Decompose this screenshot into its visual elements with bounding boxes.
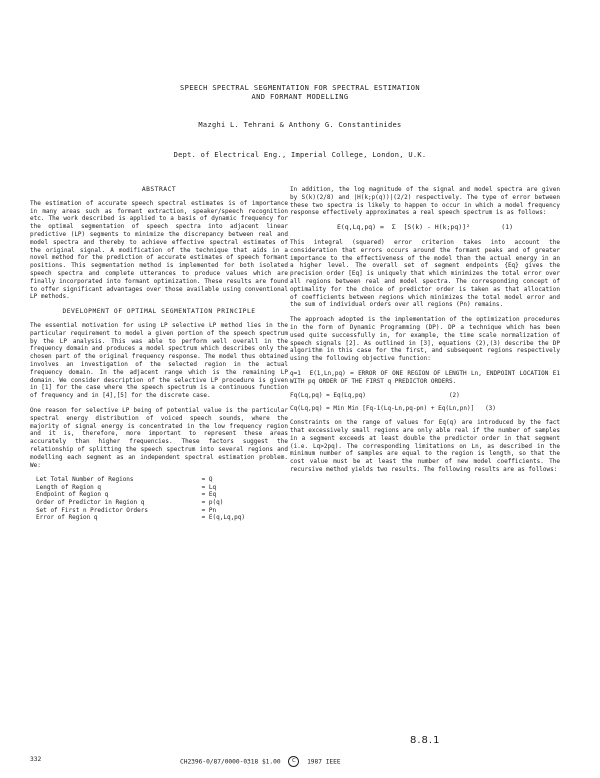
right-paragraph-2: This integral (squared) error criterion takes into account the consideration that errors occurs around the formant peaks and of greater importance to the effectiveness of the model than the actual energy in an a higher level. The overall set of segment endpoints {Eq} gives the precision order [Eq] is uniquely that which minimizes the total error over all regions between real and model spectra. The corresponding concept of optimality for the choice of predictor order is taken as that allocation of coefficients between regions which minimizes the total model error and the sum of individual orders over all regions (Pn) remains. [290, 238, 560, 309]
parameter-row [36, 476, 266, 484]
right-paragraph-4: Constraints on the range of values for Eq(q) are introduced by the fact that excessively small regions are only able real if the number of samples in a segment exceeds at least double the predictor order in that segment (i.e. Lq>2pq). The corresponding limitations on Ln, as described in the minimum number of samples are equal to the region is length, so that the cost value must be at least the number of new model coefficients. The recursive method yields two results. The following results are as follows: [290, 419, 560, 473]
parameter-value: = p(q) [201, 499, 224, 507]
equation-1: E(q,Lq,pq) = Σ [S(k) - H(k;pq)]² (1) [336, 223, 514, 232]
footer-copyright [180, 756, 341, 767]
equation-definition: q=1 E(1,Ln,pq) = ERROR OF ONE REGION OF LENGTH Ln, ENDPOINT LOCATION E1 WITH pq ORDER OF THE FIRST q PREDICTOR ORDERS. [290, 369, 564, 385]
right-column [290, 186, 564, 481]
copyright-code: CH2396-0/87/0000-0318 $1.00 [180, 758, 281, 766]
parameter-row [36, 514, 266, 522]
parameter-row [36, 491, 266, 499]
section-paragraph-2: One reason for selective LP being of potential value is the particular spectral energy distribution of voiced speech sounds, where the majority of signal energy is concentrated in the low frequency region and it is, therefore, more important to represent these areas accurately than higher frequencies. These factors suggest the relationship of splitting the speech spectrum into several regions and modelling each segment as an independent spectral estimation problem. We: [30, 406, 288, 469]
parameter-value: = Eq [201, 491, 217, 499]
abstract-text: The estimation of accurate speech spectral estimates is of importance in many areas such as formant extraction, speaker/speech recognition etc. The work described is applied to a basis of dynamic frequency for the optimal segmentation of speech spectra into adjacent linear predictive (LP) segments to minimize the discrepancy between real and model spectra and thereby to achieve effective spectral estimates of the original signal. A modification of the technique that aids in a novel method for the prediction of accurate estimates of speech formant positions. This segmentation method is implemented for both isolated speech spectra and complete utterances to produce values which are finally incorporated into formant optimization. These results are found to offer significant advantages over those available using conventional LP methods. [30, 199, 288, 301]
parameter-label: Endpoint of Region q [36, 491, 109, 499]
section-code: 8.8.1 [410, 735, 441, 746]
parameter-row [36, 499, 266, 507]
title-line-2: AND FORMANT MODELLING [251, 93, 349, 101]
parameter-definitions [36, 476, 266, 522]
parameter-row [36, 507, 266, 515]
parameter-value: = Q [201, 476, 213, 484]
parameter-label: Let Total Number of Regions [36, 476, 134, 484]
page-number: 332 [30, 756, 42, 763]
parameter-value: = Lq [201, 483, 217, 491]
parameter-row [36, 484, 266, 492]
ieee-logo-icon: C [288, 756, 299, 767]
equation-3: Cq(Lq,pq) = Min Min [Fq-1(Lq-Ln,pq-pn) + Eq(Ln,pn)] (3) [290, 405, 496, 413]
parameter-label: Order of Predictor in Region q [36, 499, 145, 507]
parameter-label: Set of First n Predictor Orders [36, 506, 148, 514]
title-line-1: SPEECH SPECTRAL SEGMENTATION FOR SPECTRAL ESTIMATION [180, 84, 420, 92]
authors: Mazghi L. Tehrani & Anthony G. Constantinides [198, 121, 402, 129]
copyright-year: 1987 IEEE [307, 758, 341, 766]
parameter-label: Length of Region q [36, 483, 102, 491]
parameter-value: = E(q,Lq,pq) [201, 514, 246, 522]
right-paragraph-1: In addition, the log magnitude of the signal and model spectra are given by S(k)(2/8) and |H(k;p(q))|(2/2) respectively. The type of error between these two spectra is likely to happen to occur in which a model frequency response effectively approximates a real speech spectrum is as follows: [290, 186, 560, 217]
parameter-value: = Pn [201, 506, 217, 514]
left-column [30, 186, 288, 522]
equation-2: Fq(Lq,pq) = Eq(Lq,pq) (2) [290, 391, 460, 399]
parameter-label: Error of Region q [36, 514, 98, 522]
abstract-heading: ABSTRACT [141, 186, 177, 193]
right-paragraph-3: The approach adopted is the implementation of the optimization procedures in the form of Dynamic Programming (DP). DP a technique which has been used quite successfully in, for example, the time scale normalization of speech signals [2]. As outlined in [3], equations (2),(3) describe the DP algorithm in this case for the first, and subsequent regions respectively using the following objective function: [290, 316, 560, 363]
affiliation: Dept. of Electrical Eng., Imperial College, London, U.K. [173, 151, 427, 159]
section-paragraph-1: The essential motivation for using LP selective LP method lies in the particular requirement to model a given portion of the speech spectrum by the LP analysis. This was able to perform well overall in the frequency domain and produces a model spectrum which describes only the chosen part of the original frequency response. The model thus obtained involves an investigation of the selected region in the actual frequency domain. In the adjacent range which is the remaining LP domain. We consider description of the selective LP procedure is given in [1] for the case where the speech spectrum is a continuous function of frequency and in [4],[5] for the discrete case. [30, 321, 288, 400]
paper-title [0, 84, 600, 102]
section-heading: DEVELOPMENT OF OPTIMAL SEGMENTATION PRINCIPLE [62, 308, 256, 316]
